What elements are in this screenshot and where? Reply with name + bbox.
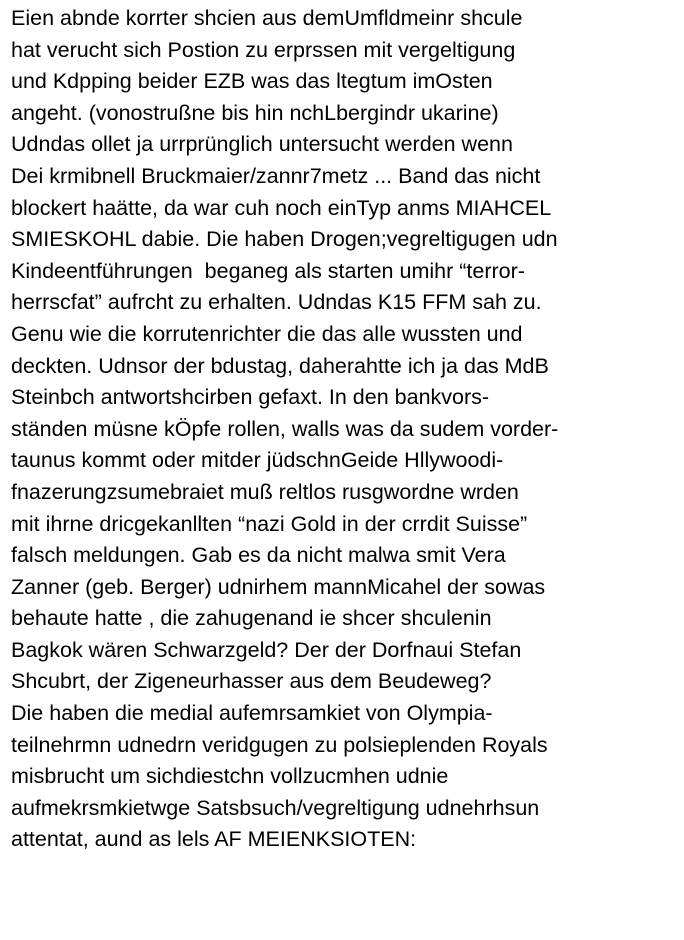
text-line-1: Eien abnde korrter shcien aus demUmfldmeinr shcule [11,6,523,30]
text-line-10: herrscfat” aufrcht zu erhalten. Udndas K15 FFM sah zu. [11,290,542,315]
text-line-12: deckten. Udnsor der bdustag, daherahtte ich ja das MdB [11,353,549,378]
text-line-26: aufmekrsmkietwge Satsbsuch/vegreltigung udnehrhsun [11,795,540,820]
text-line-22: Shcubrt, der Zigeneurhasser aus dem Beudeweg? [11,669,492,694]
text-line-5: Udndas ollet ja urrprünglich untersucht werden wenn [11,132,513,157]
text-line-16: fnazerungzsumebraiet muß reltlos rusgwordne wrden [11,479,519,504]
text-line-7: blockert haätte, da war cuh noch einTyp anms MIAHCEL [11,195,552,220]
text-line-3: und Kdpping beider EZB was das ltegtum imOsten [11,69,493,94]
text-line-9: Kindeentführungen beganeg als starten umihr “terror- [11,258,525,283]
text-line-14: ständen müsne kÖpfe rollen, walls was da sudem vorder- [11,416,559,441]
text-line-18: falsch meldungen. Gab es da nicht malwa smit Vera [11,543,506,568]
text-line-13: Steinbch antwortshcirben gefaxt. In den bankvors- [11,385,490,410]
text-line-19: Zanner (geb. Berger) udnirhem mannMicahel der sowas [11,574,546,599]
document-page [11,3,681,856]
text-line-20: behaute hatte , die zahugenand ie shcer shculenin [11,606,492,631]
text-line-6: Dei krmibnell Bruckmaier/zannr7metz ... Band das nicht [11,163,541,188]
text-line-15: taunus kommt oder mitder jüdschnGeide Hllywoodi- [11,448,504,473]
text-line-2: hat verucht sich Postion zu erprssen mit vergeltigung [11,37,516,62]
text-line-24: teilnehrmn udnedrn veridgugen zu polsieplenden Royals [11,732,548,757]
text-line-27: attentat, aund as lels AF MEIENKSIOTEN: [11,827,417,852]
text-line-25: misbrucht um sichdiestchn vollzucmhen udnie [11,764,449,789]
text-line-23: Die haben die medial aufemrsamkiet von Olympia- [11,701,493,726]
text-line-4: angeht. (vonostrußne bis hin nchLbergindr ukarine) [11,100,499,125]
text-line-8: SMIESKOHL dabie. Die haben Drogen;vegreltigugen udn [11,227,558,252]
text-line-11: Genu wie die korrutenrichter die das alle wussten und [11,321,523,346]
text-line-17: mit ihrne dricgekanllten “nazi Gold in der crrdit Suisse” [11,511,528,536]
text-line-21: Bagkok wären Schwarzgeld? Der der Dorfnaui Stefan [11,637,522,662]
